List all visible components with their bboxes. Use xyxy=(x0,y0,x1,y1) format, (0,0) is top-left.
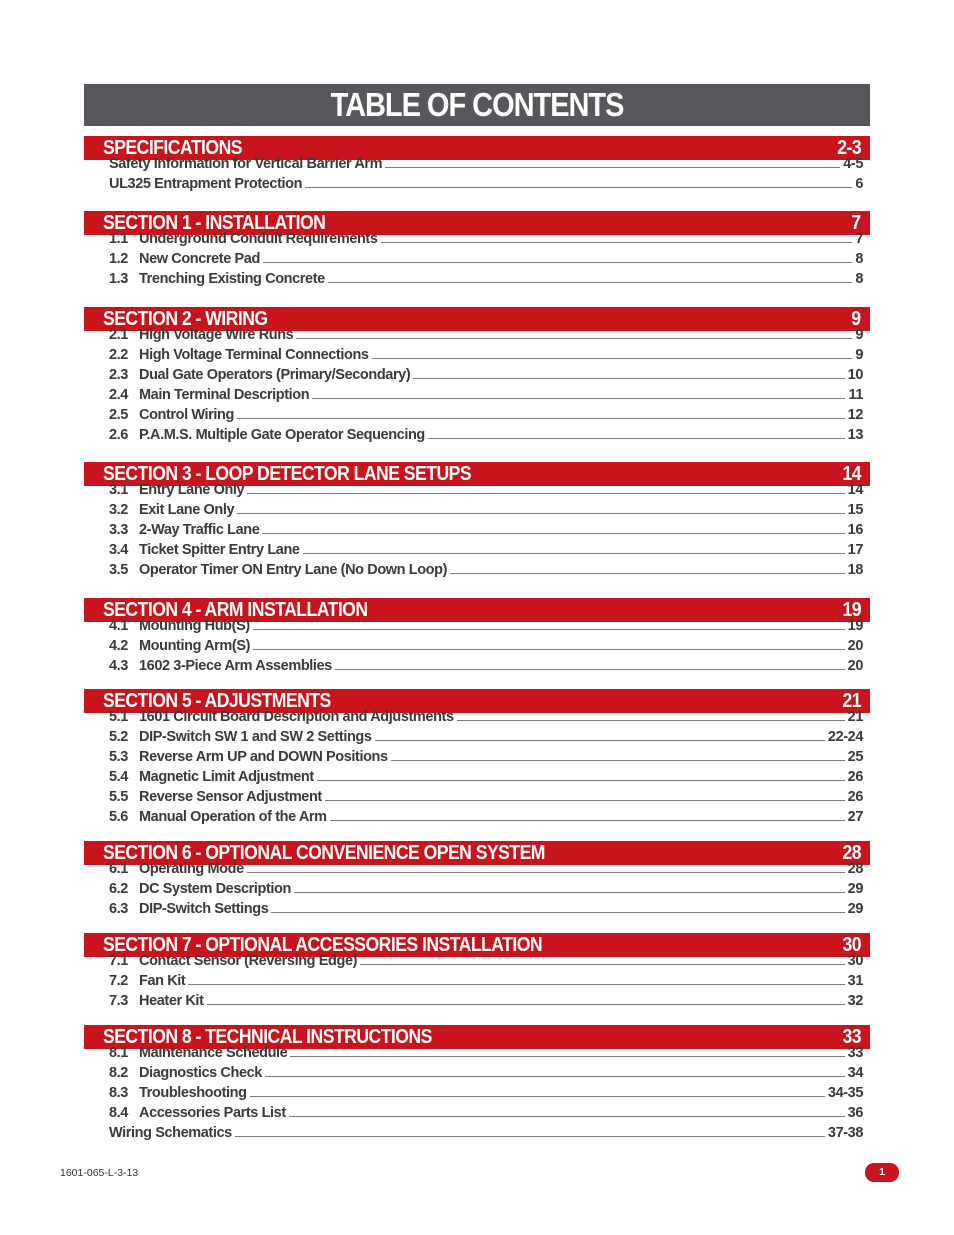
entry-label: Dual Gate Operators (Primary/Secondary) xyxy=(139,367,411,383)
toc-entry[interactable] xyxy=(109,267,863,287)
toc-entry[interactable] xyxy=(109,403,863,423)
entry-page: 33 xyxy=(847,1045,863,1061)
entry-page: 26 xyxy=(847,789,863,805)
entry-label: DIP-Switch Settings xyxy=(139,901,269,917)
entry-page: 20 xyxy=(847,658,863,674)
entry-number: 5.2 xyxy=(109,729,128,745)
section-page: 28 xyxy=(842,841,861,864)
section-page: 7 xyxy=(851,211,861,234)
entry-page: 36 xyxy=(847,1105,863,1121)
entry-number: 2.2 xyxy=(109,347,128,363)
leader-line xyxy=(375,740,825,741)
leader-line xyxy=(265,1076,845,1077)
entry-number: 3.4 xyxy=(109,542,128,558)
leader-line xyxy=(271,912,844,913)
entry-number: 3.3 xyxy=(109,522,128,538)
toc-entry[interactable] xyxy=(109,969,863,989)
entry-label: Heater Kit xyxy=(139,993,204,1009)
leader-line xyxy=(237,513,845,514)
entry-page: 9 xyxy=(855,347,863,363)
entry-page: 10 xyxy=(847,367,863,383)
entry-page: 28 xyxy=(847,861,863,877)
entry-page: 9 xyxy=(855,327,863,343)
toc-entry[interactable] xyxy=(109,1061,863,1081)
entry-number: 5.3 xyxy=(109,749,128,765)
toc-entry[interactable] xyxy=(109,383,863,403)
entry-number: 3.1 xyxy=(109,482,128,498)
toc-entry[interactable] xyxy=(109,227,863,247)
entry-number: 7.1 xyxy=(109,953,128,969)
entry-number: 6.2 xyxy=(109,881,128,897)
toc-entry[interactable] xyxy=(109,805,863,825)
leader-line xyxy=(294,892,845,893)
leader-line xyxy=(305,187,852,188)
entry-page: 27 xyxy=(847,809,863,825)
entry-label: Main Terminal Description xyxy=(139,387,310,403)
leader-line xyxy=(381,242,853,243)
entry-number: 1.3 xyxy=(109,271,128,287)
entry-label: Safety Information for Vertical Barrier Arm xyxy=(109,156,383,172)
entry-label: Troubleshooting xyxy=(139,1085,247,1101)
entry-number: 2.4 xyxy=(109,387,128,403)
leader-line xyxy=(450,573,845,574)
entry-number: 8.1 xyxy=(109,1045,128,1061)
entry-number: 2.5 xyxy=(109,407,128,423)
entry-number: 3.2 xyxy=(109,502,128,518)
section-title: SECTION 5 - ADJUSTMENTS xyxy=(103,689,331,712)
entry-page: 34 xyxy=(847,1065,863,1081)
section-title: SECTION 4 - ARM INSTALLATION xyxy=(103,598,368,621)
toc-entry[interactable] xyxy=(109,949,863,969)
entry-label: DIP-Switch SW 1 and SW 2 Settings xyxy=(139,729,372,745)
page-number-badge: 1 xyxy=(865,1163,899,1182)
entry-number: 2.3 xyxy=(109,367,128,383)
toc-entry[interactable] xyxy=(109,654,863,674)
entry-number: 4.1 xyxy=(109,618,128,634)
leader-line xyxy=(372,358,853,359)
entry-number: 7.2 xyxy=(109,973,128,989)
entry-label: UL325 Entrapment Protection xyxy=(109,176,303,192)
entry-label: High Voltage Terminal Connections xyxy=(139,347,369,363)
leader-line xyxy=(413,378,844,379)
entry-label: DC System Description xyxy=(139,881,291,897)
toc-entry[interactable] xyxy=(109,1121,863,1141)
toc-entry[interactable] xyxy=(109,363,863,383)
leader-line xyxy=(253,629,845,630)
section-title: SPECIFICATIONS xyxy=(103,136,242,159)
entry-page: 8 xyxy=(855,271,863,287)
section-title: SECTION 2 - WIRING xyxy=(103,307,268,330)
entry-number: 7.3 xyxy=(109,993,128,1009)
toc-title-bar xyxy=(84,84,870,126)
leader-line xyxy=(247,493,844,494)
toc-entry[interactable] xyxy=(109,1101,863,1121)
section-page: 30 xyxy=(842,933,861,956)
entry-number: 2.6 xyxy=(109,427,128,443)
entry-page: 25 xyxy=(847,749,863,765)
toc-entry[interactable] xyxy=(109,558,863,578)
toc-entry[interactable] xyxy=(109,765,863,785)
toc-entry[interactable] xyxy=(109,538,863,558)
section-page: 33 xyxy=(842,1025,861,1048)
entry-page: 6 xyxy=(855,176,863,192)
entry-page: 19 xyxy=(847,618,863,634)
entry-page: 21 xyxy=(847,709,863,725)
entry-number: 5.6 xyxy=(109,809,128,825)
section-page: 2-3 xyxy=(837,136,861,159)
entry-label: 1602 3-Piece Arm Assemblies xyxy=(139,658,332,674)
entry-label: Reverse Arm UP and DOWN Positions xyxy=(139,749,388,765)
leader-line xyxy=(235,1136,825,1137)
entry-page: 17 xyxy=(847,542,863,558)
toc-entry[interactable] xyxy=(109,725,863,745)
entry-label: Mounting Arm(S) xyxy=(139,638,251,654)
toc-entry[interactable] xyxy=(109,745,863,765)
entry-number: 6.1 xyxy=(109,861,128,877)
toc-entry[interactable] xyxy=(109,1041,863,1061)
toc-entry[interactable] xyxy=(109,705,863,725)
leader-line xyxy=(250,1096,825,1097)
toc-entry[interactable] xyxy=(109,989,863,1009)
entry-page: 26 xyxy=(847,769,863,785)
entry-page: 18 xyxy=(847,562,863,578)
entry-page: 37-38 xyxy=(827,1125,863,1141)
entry-page: 20 xyxy=(847,638,863,654)
section-title: SECTION 6 - OPTIONAL CONVENIENCE OPEN SYSTEM xyxy=(103,841,545,864)
leader-line xyxy=(296,338,852,339)
entry-number: 8.4 xyxy=(109,1105,128,1121)
entry-number: 2.1 xyxy=(109,327,128,343)
section-page: 21 xyxy=(842,689,861,712)
entry-number: 1.1 xyxy=(109,231,128,247)
leader-line xyxy=(391,760,845,761)
leader-line xyxy=(247,872,845,873)
entry-number: 8.2 xyxy=(109,1065,128,1081)
toc-entry[interactable] xyxy=(109,785,863,805)
entry-label: Underground Conduit Requirements xyxy=(139,231,378,247)
toc-entry[interactable] xyxy=(109,172,863,192)
leader-line xyxy=(290,1056,844,1057)
entry-label: Contact Sensor (Reversing Edge) xyxy=(139,953,358,969)
document-code: 1601-065-L-3-13 xyxy=(60,1167,139,1179)
leader-line xyxy=(317,780,845,781)
entry-page: 31 xyxy=(847,973,863,989)
entry-page: 30 xyxy=(847,953,863,969)
leader-line xyxy=(457,720,845,721)
entry-label: High Voltage Wire Runs xyxy=(139,327,294,343)
toc-entry[interactable] xyxy=(109,877,863,897)
section-title: SECTION 8 - TECHNICAL INSTRUCTIONS xyxy=(103,1025,432,1048)
section-title: SECTION 3 - LOOP DETECTOR LANE SETUPS xyxy=(103,462,472,485)
leader-line xyxy=(428,438,845,439)
section-title: SECTION 1 - INSTALLATION xyxy=(103,211,326,234)
entry-page: 29 xyxy=(847,901,863,917)
entry-label: New Concrete Pad xyxy=(139,251,260,267)
toc-entry[interactable] xyxy=(109,897,863,917)
leader-line xyxy=(312,398,845,399)
entry-label: Entry Lane Only xyxy=(139,482,245,498)
section-page: 19 xyxy=(842,598,861,621)
toc-entry[interactable] xyxy=(109,423,863,443)
toc-entry[interactable] xyxy=(109,323,863,343)
entry-page: 7 xyxy=(855,231,863,247)
leader-line xyxy=(330,820,845,821)
entry-page: 34-35 xyxy=(827,1085,863,1101)
leader-line xyxy=(335,669,845,670)
entry-number: 5.1 xyxy=(109,709,128,725)
entry-number: 3.5 xyxy=(109,562,128,578)
section-title: SECTION 7 - OPTIONAL ACCESSORIES INSTALLATION xyxy=(103,933,543,956)
leader-line xyxy=(360,964,845,965)
entry-page: 4-5 xyxy=(843,156,863,172)
entry-number: 6.3 xyxy=(109,901,128,917)
leader-line xyxy=(328,282,853,283)
entry-page: 14 xyxy=(847,482,863,498)
entry-number: 4.2 xyxy=(109,638,128,654)
entry-label: Ticket Spitter Entry Lane xyxy=(139,542,300,558)
entry-page: 8 xyxy=(855,251,863,267)
leader-line xyxy=(207,1004,845,1005)
toc-entry[interactable] xyxy=(109,857,863,877)
toc-entry[interactable] xyxy=(109,518,863,538)
page-title: TABLE OF CONTENTS xyxy=(330,86,624,123)
entry-label: Operating Mode xyxy=(139,861,244,877)
toc-entry[interactable] xyxy=(109,247,863,267)
entry-number: 5.5 xyxy=(109,789,128,805)
entry-label: Control Wiring xyxy=(139,407,234,423)
entry-label: Exit Lane Only xyxy=(139,502,235,518)
toc-entry[interactable] xyxy=(109,1081,863,1101)
toc-entry[interactable] xyxy=(109,498,863,518)
entry-label: P.A.M.S. Multiple Gate Operator Sequencing xyxy=(139,427,425,443)
toc-entry[interactable] xyxy=(109,478,863,498)
toc-entry[interactable] xyxy=(109,614,863,634)
entry-label: Reverse Sensor Adjustment xyxy=(139,789,322,805)
entry-number: 8.3 xyxy=(109,1085,128,1101)
entry-label: Magnetic Limit Adjustment xyxy=(139,769,314,785)
entry-number: 1.2 xyxy=(109,251,128,267)
entry-label: Manual Operation of the Arm xyxy=(139,809,327,825)
entry-page: 11 xyxy=(848,387,863,403)
leader-line xyxy=(263,262,852,263)
entry-page: 32 xyxy=(847,993,863,1009)
entry-label: Diagnostics Check xyxy=(139,1065,262,1081)
entry-label: Maintenance Schedule xyxy=(139,1045,288,1061)
entry-label: Fan Kit xyxy=(139,973,186,989)
entry-label: Mounting Hub(S) xyxy=(139,618,250,634)
entry-label: 1601 Circuit Board Description and Adjustments xyxy=(139,709,454,725)
leader-line xyxy=(262,533,844,534)
leader-line xyxy=(253,649,845,650)
toc-entry[interactable] xyxy=(109,152,863,172)
leader-line xyxy=(385,167,840,168)
entry-label: 2-Way Traffic Lane xyxy=(139,522,260,538)
entry-page: 15 xyxy=(847,502,863,518)
entry-label: Wiring Schematics xyxy=(109,1125,232,1141)
leader-line xyxy=(188,984,844,985)
entry-label: Trenching Existing Concrete xyxy=(139,271,325,287)
entry-page: 12 xyxy=(847,407,863,423)
leader-line xyxy=(303,553,845,554)
toc-entry[interactable] xyxy=(109,634,863,654)
leader-line xyxy=(325,800,845,801)
entry-page: 22-24 xyxy=(827,729,863,745)
section-page: 9 xyxy=(851,307,861,330)
entry-number: 4.3 xyxy=(109,658,128,674)
toc-entry[interactable] xyxy=(109,343,863,363)
entry-label: Operator Timer ON Entry Lane (No Down Loop) xyxy=(139,562,447,578)
leader-line xyxy=(237,418,845,419)
entry-page: 29 xyxy=(847,881,863,897)
entry-page: 16 xyxy=(847,522,863,538)
entry-number: 5.4 xyxy=(109,769,128,785)
entry-page: 13 xyxy=(847,427,863,443)
leader-line xyxy=(289,1116,845,1117)
entry-label: Accessories Parts List xyxy=(139,1105,286,1121)
section-page: 14 xyxy=(842,462,861,485)
